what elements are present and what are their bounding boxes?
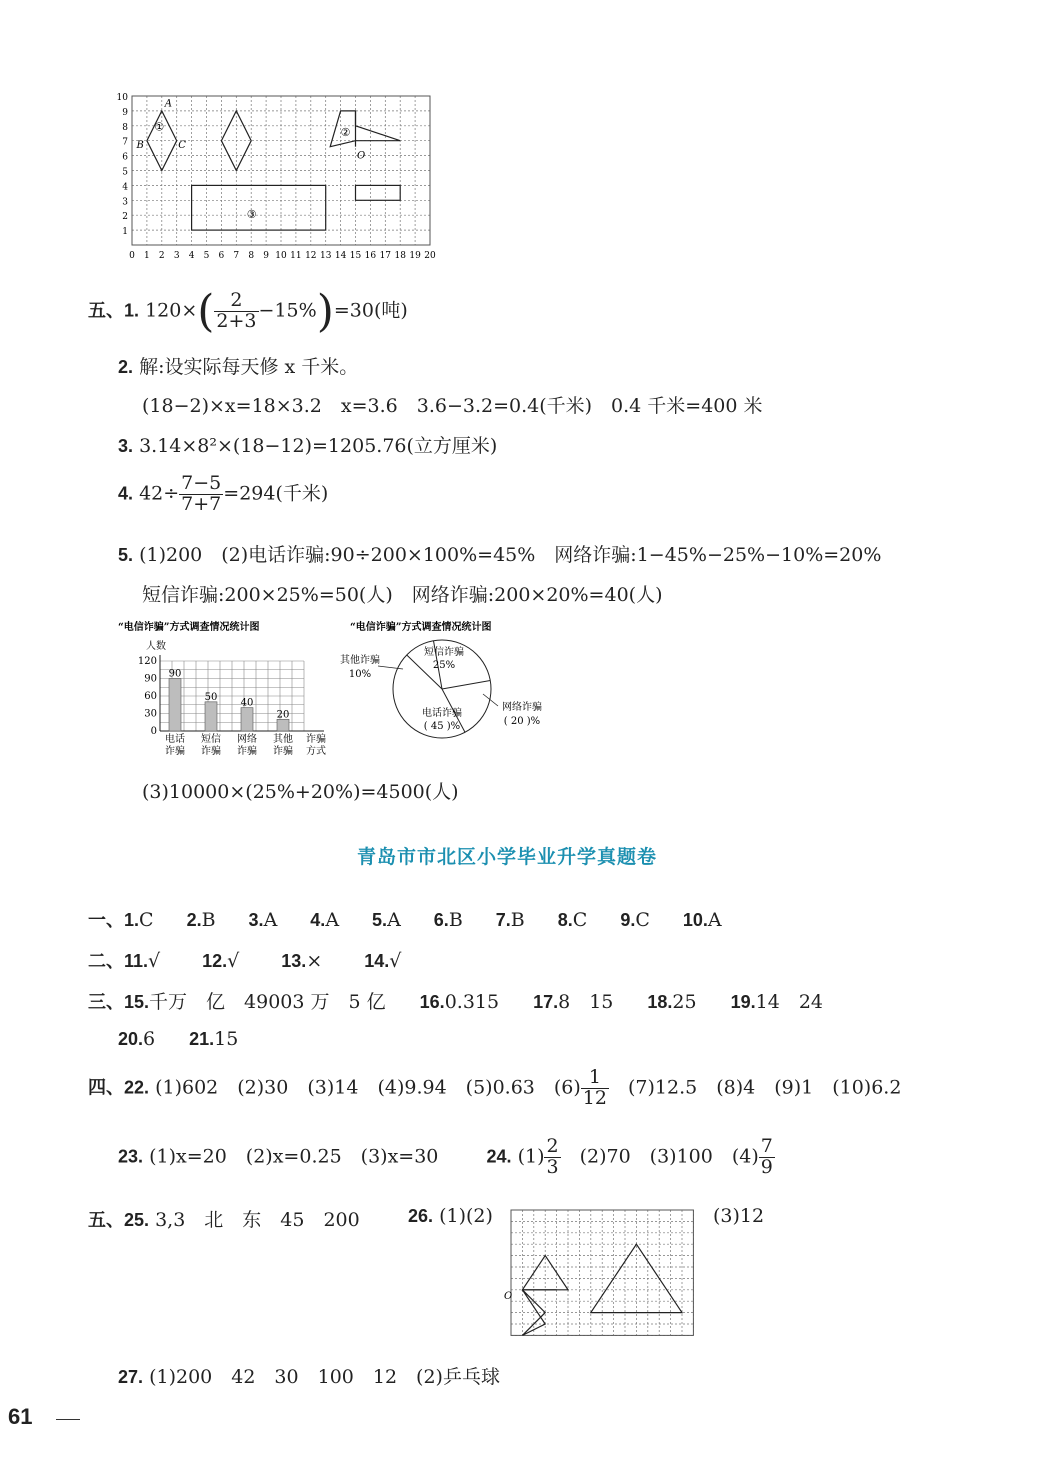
x-tick-label: 0 [129,251,135,261]
q22 [88,1068,901,1109]
pie-chart-svg [330,618,570,748]
q-number: 4. [118,483,134,504]
slice-label: 其他诈骗 [340,655,380,666]
label-2: ② [340,126,351,140]
bar [169,679,181,732]
q5a-5-line2: 短信诈骗:200×25%=50(人) 网络诈骗:200×20%=40(人) [142,584,663,606]
section-title: 青岛市市北区小学毕业升学真题卷 [357,846,658,868]
expr-result: =30(吨) [333,299,408,322]
x-tick-label: 19 [409,251,421,261]
item-number: 20. [118,1029,144,1049]
slice-label: 网络诈骗 [502,702,542,713]
chart-title: “电信诈骗”方式调查情况统计图 [118,622,260,633]
item-number: 18. [647,992,673,1012]
x-tick-label: 4 [188,251,195,261]
slice-label: 短信诈骗 [424,647,464,658]
item-answer: 0.315 [444,991,500,1013]
triangle-small [522,1256,568,1290]
frac-top: 2 [214,291,258,312]
y-tick-label: 1 [122,227,128,238]
item-number: 8. [557,910,573,930]
item-number: 1. [124,910,140,930]
answer-item [189,1028,238,1050]
x-tick-label: 13 [319,251,332,261]
answer-item [124,987,386,1014]
q-number: 2. [118,357,134,377]
item-number: 16. [419,992,445,1012]
category-label: 短信 [201,734,221,745]
slice-value: ( 45 )% [423,721,461,732]
part1-row [88,906,755,932]
answer-item [558,909,588,931]
q-text: 解:设实际每天修 x 千米。 [139,356,359,378]
x-tick-label: 16 [364,251,377,261]
item-number: 5. [372,910,388,930]
slice-value: 10% [348,669,372,680]
slice-value: ( 20 )% [503,716,541,727]
fraction [581,1068,609,1109]
x-tick-label: 6 [218,251,225,261]
q5a-2 [118,352,358,379]
category-label: 网络 [237,734,257,745]
y-axis-label: 人数 [146,641,166,652]
answer-item [731,987,823,1014]
item-number: 6. [433,910,449,930]
item-number: 2. [186,910,202,930]
part3-items [124,991,857,1013]
y-tick-label: 30 [144,708,157,720]
x-axis-label: 诈骗 [306,734,326,745]
answer-item [372,909,401,931]
q23-24 [118,1137,775,1178]
frac-bottom: 12 [582,1086,607,1109]
small-rectangle [356,185,401,200]
category-label: 诈骗 [273,746,293,757]
q22-post: (7)12.5 (8)4 (9)1 (10)6.2 [608,1076,902,1099]
q-text: (1)200 (2)电话诈骗:90÷200×100%=45% 网络诈骗:1−45%−25%−10%=20% [139,544,882,566]
x-tick-label: 18 [394,251,406,261]
fraction [214,291,258,332]
part3-row2 [118,1028,272,1050]
label-o: O [504,1291,513,1303]
item-answer: A [707,909,722,931]
rectangle-3 [192,185,326,230]
item-answer: 8 15 [558,991,614,1013]
q26-grid [503,1204,695,1348]
y-tick-label: 4 [122,182,128,193]
category-label: 诈骗 [237,746,257,757]
expr-post: =294(千米) [223,482,329,505]
label-a: A [164,98,173,110]
fraction [544,1137,560,1178]
answer-item [434,909,463,931]
q26-grid-svg [503,1204,695,1344]
grid-border [511,1210,693,1335]
q-number: 四、22. [88,1077,150,1098]
part1-items [124,909,755,931]
x-tick-label: 9 [263,251,269,261]
q5a-2-line2: (18−2)×x=18×3.2 x=3.6 3.6−3.2=0.4(千米) 0.4 千米=400 米 [142,395,763,417]
item-answer: A [325,909,340,931]
q26-after: (3)12 [713,1205,765,1227]
item-answer: C [572,909,588,931]
bar [277,719,289,731]
q5a-1 [88,286,408,337]
paren-right: ) [316,286,334,337]
expr-post: −15% [258,299,317,322]
frac-top: 7−5 [181,472,222,494]
part-prefix: 二、 [88,951,124,971]
y-tick-label: 0 [150,726,157,737]
answer-item [496,909,525,931]
page-rule [56,1419,80,1420]
rotated-shape [522,1290,545,1336]
frac-top: 7 [760,1135,773,1157]
slice-value: 25% [432,660,456,671]
x-axis-label: 方式 [306,746,326,757]
x-tick-label: 12 [305,251,317,261]
item-answer: A [387,909,401,931]
q-number: 3. [118,436,134,456]
answer-item [420,991,499,1013]
answer-item [187,909,216,931]
bar-chart [118,618,338,770]
answer-item [202,950,239,972]
item-answer: 千万 亿 49003 万 5 亿 [149,991,386,1013]
y-tick-label: 8 [122,122,128,133]
category-label: 诈骗 [201,746,221,757]
category-label: 其他 [273,734,293,745]
answer-item [249,909,278,931]
paren-left: ( [197,286,215,337]
answer-item [683,909,722,931]
slice-label: 电话诈骗 [422,708,462,719]
answer-item [310,909,339,931]
item-number: 19. [730,992,756,1012]
x-tick-label: 15 [349,251,362,261]
frac-top: 2 [546,1135,559,1157]
fraction [759,1137,775,1178]
x-tick-label: 11 [290,251,302,261]
item-answer: C [635,909,650,931]
frac-bottom: 3 [546,1155,559,1178]
label-o: O [356,150,366,162]
item-answer: × [306,950,323,972]
q23-text: (1)x=20 (2)x=0.25 (3)x=30 [149,1145,439,1168]
q-number: 五、25. [88,1210,150,1230]
item-answer: √ [389,950,402,972]
item-answer: A [263,909,278,931]
answer-item [124,909,154,931]
bar-value-label: 20 [276,709,290,721]
q22-pre: (1)602 (2)30 (3)14 (4)9.94 (5)0.63 (6) [155,1076,581,1099]
label-3: ③ [246,208,257,222]
expr-pre: 42÷ [139,482,180,505]
q24-mid: (2)70 (3)100 (4) [560,1145,759,1168]
answer-item [620,909,650,931]
q-number: 26. [408,1206,434,1226]
y-tick-label: 10 [116,93,128,103]
item-number: 15. [124,992,150,1012]
q5a-3 [118,431,497,458]
q-number: 23. [118,1146,144,1167]
bar [241,708,253,731]
category-label: 诈骗 [165,746,185,757]
answer-item [124,950,160,972]
item-answer: 6 [143,1028,156,1050]
bar-chart-svg [118,618,338,766]
category-label: 电话 [165,734,185,745]
x-tick-label: 3 [173,251,180,261]
item-answer: B [510,909,525,931]
bar-value-label: 50 [204,691,218,703]
y-tick-label: 9 [122,107,128,118]
item-answer: 14 24 [755,991,823,1013]
item-answer: B [201,909,216,931]
y-tick-label: 90 [144,673,157,685]
item-number: 12. [202,951,228,971]
bar [205,702,217,731]
x-tick-label: 17 [379,251,392,261]
q-text: 3.14×8²×(18−12)=1205.76(立方厘米) [139,435,498,457]
y-tick-label: 60 [144,691,157,702]
frac-bottom: 7+7 [181,492,222,515]
frac-top: 1 [581,1068,609,1089]
item-number: 10. [682,910,708,930]
part-prefix: 三、 [88,992,124,1012]
y-tick-label: 2 [122,212,128,223]
answer-item [647,991,696,1013]
q-number: 27. [118,1367,144,1387]
item-number: 3. [248,910,264,930]
item-number: 21. [189,1029,215,1049]
x-tick-label: 10 [275,251,287,261]
y-tick-label: 3 [122,197,128,208]
q27-text: (1)200 42 30 100 12 (2)乒乓球 [149,1366,500,1388]
expr-pre: 120× [145,299,198,322]
item-number: 7. [495,910,511,930]
q5a-5-line3: (3)10000×(25%+20%)=4500(人) [142,781,459,803]
label-c: C [178,140,186,152]
fraction [179,474,223,515]
y-tick-label: 6 [122,152,128,163]
q26 [408,1205,493,1227]
q24-pre: (1) [517,1145,545,1168]
frac-bottom: 2+3 [216,310,257,332]
item-answer: C [139,909,154,931]
bar-value-label: 40 [240,697,254,709]
x-tick-label: 1 [144,251,150,261]
item-number: 17. [533,992,559,1012]
item-number: 9. [620,910,636,930]
answer-item [533,987,613,1014]
x-tick-label: 2 [158,251,165,261]
item-answer: B [448,909,463,931]
frac-bottom: 9 [760,1155,773,1178]
x-tick-label: 5 [203,251,210,261]
answer-item [364,950,401,972]
x-tick-label: 20 [424,251,436,261]
bar-value-label: 90 [168,668,182,680]
part-prefix: 一、 [88,910,124,930]
x-tick-label: 7 [233,251,240,261]
y-tick-label: 7 [122,137,128,148]
y-tick-label: 5 [122,167,128,178]
top-grid-figure [110,92,450,268]
q25 [88,1205,360,1232]
part3-items2 [118,1028,272,1050]
y-tick-label: 120 [137,656,157,667]
q5a-5 [118,540,881,567]
part2-items [124,950,443,972]
q5a-4 [118,474,328,515]
label-b: B [136,140,144,152]
item-answer: 15 [214,1028,239,1050]
item-number: 14. [364,951,390,971]
pie-chart [330,618,570,752]
x-tick-label: 14 [334,251,347,261]
part3-row [88,987,857,1014]
item-answer: √ [227,950,240,972]
q27 [118,1362,500,1389]
item-answer: 25 [672,991,697,1013]
q-number: 五、1. [88,300,140,321]
q-number: 24. [486,1146,512,1167]
answer-item [118,1028,155,1050]
q26-text: (1)(2) [439,1205,493,1227]
label-1: ① [154,120,165,134]
item-number: 13. [281,951,307,971]
top-grid-svg [110,92,450,264]
item-number: 11. [124,951,149,971]
answer-item [281,950,322,972]
item-answer: √ [148,950,161,972]
item-number: 4. [310,910,326,930]
chart-title: “电信诈骗”方式调查情况统计图 [350,622,492,633]
q25-text: 3,3 北 东 45 200 [155,1209,360,1231]
q-number: 5. [118,545,134,565]
part2-row [88,947,443,973]
page-number: 61 [8,1404,33,1429]
x-tick-label: 8 [248,251,255,261]
